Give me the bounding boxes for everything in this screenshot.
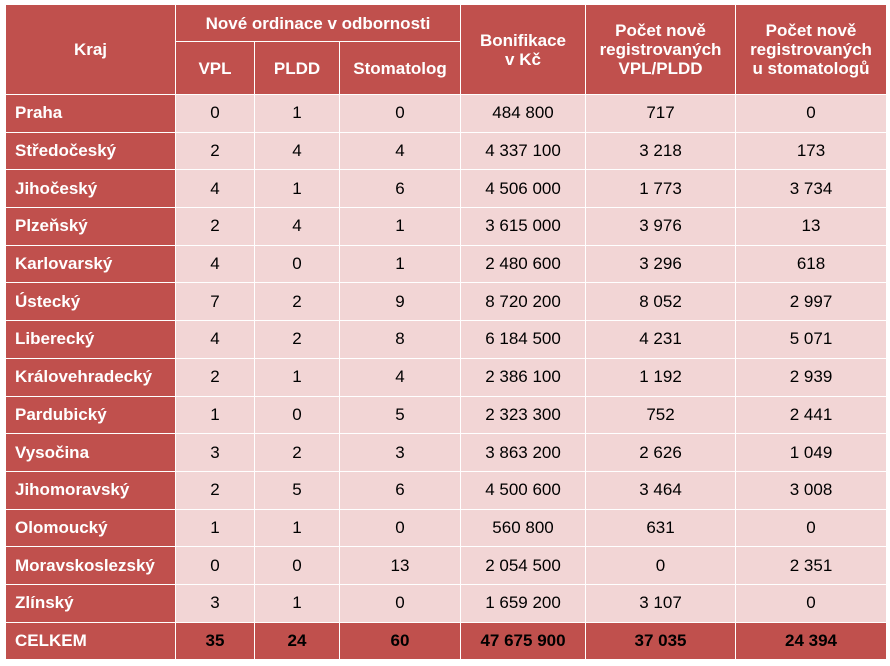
header-reg-vpl-line1: Počet nově: [615, 21, 706, 40]
cell-stomatolog: 9: [340, 283, 461, 321]
cell-vpl: 1: [176, 509, 255, 547]
table-row: [6, 396, 887, 434]
cell-vpl: 1: [176, 396, 255, 434]
cell-registered-stomatolog: 2 997: [736, 283, 887, 321]
cell-registered-stomatolog: 13: [736, 208, 887, 246]
cell-registered-stomatolog: 2 939: [736, 358, 887, 396]
cell-bonus: 2 054 500: [461, 547, 586, 585]
cell-vpl: 7: [176, 283, 255, 321]
header-reg-stom-line2: registrovaných: [750, 40, 872, 59]
cell-stomatolog: 0: [340, 584, 461, 622]
cell-pldd: 2: [255, 434, 340, 472]
cell-pldd: 5: [255, 471, 340, 509]
header-reg-vpl-line3: VPL/PLDD: [618, 59, 703, 78]
cell-stomatolog: 13: [340, 547, 461, 585]
region-name: Karlovarský: [6, 245, 176, 283]
cell-pldd: 2: [255, 321, 340, 359]
cell-bonus: 2 386 100: [461, 358, 586, 396]
cell-stomatolog: 8: [340, 321, 461, 359]
cell-bonus: 3 615 000: [461, 208, 586, 246]
cell-pldd: 1: [255, 358, 340, 396]
cell-registered-vpl-pldd: 1 773: [586, 170, 736, 208]
cell-stomatolog: 3: [340, 434, 461, 472]
cell-registered-stomatolog: 0: [736, 509, 887, 547]
region-name: Jihomoravský: [6, 471, 176, 509]
cell-bonus: 2 480 600: [461, 245, 586, 283]
region-name: Vysočina: [6, 434, 176, 472]
cell-pldd: 1: [255, 95, 340, 133]
table-row: [6, 283, 887, 321]
table-row: [6, 321, 887, 359]
cell-vpl: 3: [176, 584, 255, 622]
cell-pldd: 4: [255, 132, 340, 170]
cell-registered-vpl-pldd: 3 464: [586, 471, 736, 509]
table-row: [6, 245, 887, 283]
region-name: Liberecký: [6, 321, 176, 359]
header-reg-vpl-line2: registrovaných: [599, 40, 722, 59]
cell-stomatolog: 5: [340, 396, 461, 434]
cell-stomatolog: 6: [340, 170, 461, 208]
table-row: [6, 509, 887, 547]
region-name: Ústecký: [6, 283, 176, 321]
cell-pldd: 1: [255, 170, 340, 208]
cell-vpl: 0: [176, 95, 255, 133]
cell-bonus: 6 184 500: [461, 321, 586, 359]
total-row: [6, 622, 887, 660]
cell-registered-stomatolog: 1 049: [736, 434, 887, 472]
cell-vpl: 35: [176, 622, 255, 660]
header-bonus-line1: Bonifikace: [480, 30, 566, 50]
cell-bonus: 1 659 200: [461, 584, 586, 622]
cell-registered-vpl-pldd: 3 218: [586, 132, 736, 170]
cell-registered-vpl-pldd: 1 192: [586, 358, 736, 396]
cell-stomatolog: 0: [340, 95, 461, 133]
cell-registered-vpl-pldd: 3 296: [586, 245, 736, 283]
header-bonus-line2: v Kč: [505, 49, 541, 69]
header-stomatolog: Stomatolog: [340, 42, 461, 95]
cell-registered-stomatolog: 618: [736, 245, 887, 283]
cell-stomatolog: 1: [340, 208, 461, 246]
cell-pldd: 2: [255, 283, 340, 321]
header-registered-vpl-pldd: [586, 5, 736, 95]
region-name: Moravskoslezský: [6, 547, 176, 585]
table-row: [6, 434, 887, 472]
cell-registered-stomatolog: 0: [736, 95, 887, 133]
cell-registered-vpl-pldd: 4 231: [586, 321, 736, 359]
cell-registered-vpl-pldd: 8 052: [586, 283, 736, 321]
cell-registered-stomatolog: 3 734: [736, 170, 887, 208]
cell-bonus: 4 500 600: [461, 471, 586, 509]
region-name: Olomoucký: [6, 509, 176, 547]
cell-registered-vpl-pldd: 3 107: [586, 584, 736, 622]
table-row: [6, 95, 887, 133]
cell-bonus: 47 675 900: [461, 622, 586, 660]
cell-pldd: 0: [255, 396, 340, 434]
header-pldd: PLDD: [255, 42, 340, 95]
region-name: Plzeňský: [6, 208, 176, 246]
cell-registered-stomatolog: 0: [736, 584, 887, 622]
table-row: [6, 547, 887, 585]
cell-bonus: 4 337 100: [461, 132, 586, 170]
cell-vpl: 0: [176, 547, 255, 585]
header-reg-stom-line1: Počet nově: [765, 21, 857, 40]
cell-registered-stomatolog: 24 394: [736, 622, 887, 660]
region-name: Královehradecký: [6, 358, 176, 396]
cell-registered-vpl-pldd: 631: [586, 509, 736, 547]
region-name: Jihočeský: [6, 170, 176, 208]
cell-stomatolog: 0: [340, 509, 461, 547]
cell-vpl: 2: [176, 208, 255, 246]
table-row: [6, 584, 887, 622]
cell-vpl: 4: [176, 321, 255, 359]
region-name: Pardubický: [6, 396, 176, 434]
cell-bonus: 4 506 000: [461, 170, 586, 208]
cell-registered-stomatolog: 173: [736, 132, 887, 170]
cell-registered-vpl-pldd: 37 035: [586, 622, 736, 660]
cell-pldd: 0: [255, 245, 340, 283]
header-bonus: [461, 5, 586, 95]
cell-bonus: 484 800: [461, 95, 586, 133]
cell-pldd: 1: [255, 509, 340, 547]
cell-bonus: 3 863 200: [461, 434, 586, 472]
region-name: Praha: [6, 95, 176, 133]
region-name: Středočeský: [6, 132, 176, 170]
cell-vpl: 2: [176, 358, 255, 396]
cell-stomatolog: 60: [340, 622, 461, 660]
cell-vpl: 4: [176, 245, 255, 283]
cell-pldd: 24: [255, 622, 340, 660]
header-registered-stomatolog: [736, 5, 887, 95]
cell-registered-vpl-pldd: 717: [586, 95, 736, 133]
cell-pldd: 1: [255, 584, 340, 622]
cell-registered-stomatolog: 2 441: [736, 396, 887, 434]
regions-table: [5, 4, 887, 660]
header-new-practices: Nové ordinace v odbornosti: [176, 5, 461, 42]
cell-bonus: 560 800: [461, 509, 586, 547]
cell-stomatolog: 6: [340, 471, 461, 509]
header-reg-stom-line3: u stomatologů: [752, 59, 870, 78]
table-row: [6, 170, 887, 208]
cell-registered-stomatolog: 3 008: [736, 471, 887, 509]
cell-vpl: 3: [176, 434, 255, 472]
cell-pldd: 4: [255, 208, 340, 246]
table-row: [6, 132, 887, 170]
cell-bonus: 2 323 300: [461, 396, 586, 434]
header-region: Kraj: [6, 5, 176, 95]
region-name: Zlínský: [6, 584, 176, 622]
cell-registered-vpl-pldd: 2 626: [586, 434, 736, 472]
cell-vpl: 2: [176, 471, 255, 509]
cell-pldd: 0: [255, 547, 340, 585]
cell-bonus: 8 720 200: [461, 283, 586, 321]
cell-registered-stomatolog: 2 351: [736, 547, 887, 585]
table-body: [6, 95, 887, 660]
cell-stomatolog: 1: [340, 245, 461, 283]
cell-vpl: 4: [176, 170, 255, 208]
cell-registered-vpl-pldd: 752: [586, 396, 736, 434]
table-row: [6, 358, 887, 396]
total-label: CELKEM: [6, 622, 176, 660]
cell-registered-vpl-pldd: 0: [586, 547, 736, 585]
table-row: [6, 208, 887, 246]
cell-registered-stomatolog: 5 071: [736, 321, 887, 359]
cell-stomatolog: 4: [340, 132, 461, 170]
header-vpl: VPL: [176, 42, 255, 95]
table-row: [6, 471, 887, 509]
cell-vpl: 2: [176, 132, 255, 170]
cell-registered-vpl-pldd: 3 976: [586, 208, 736, 246]
cell-stomatolog: 4: [340, 358, 461, 396]
